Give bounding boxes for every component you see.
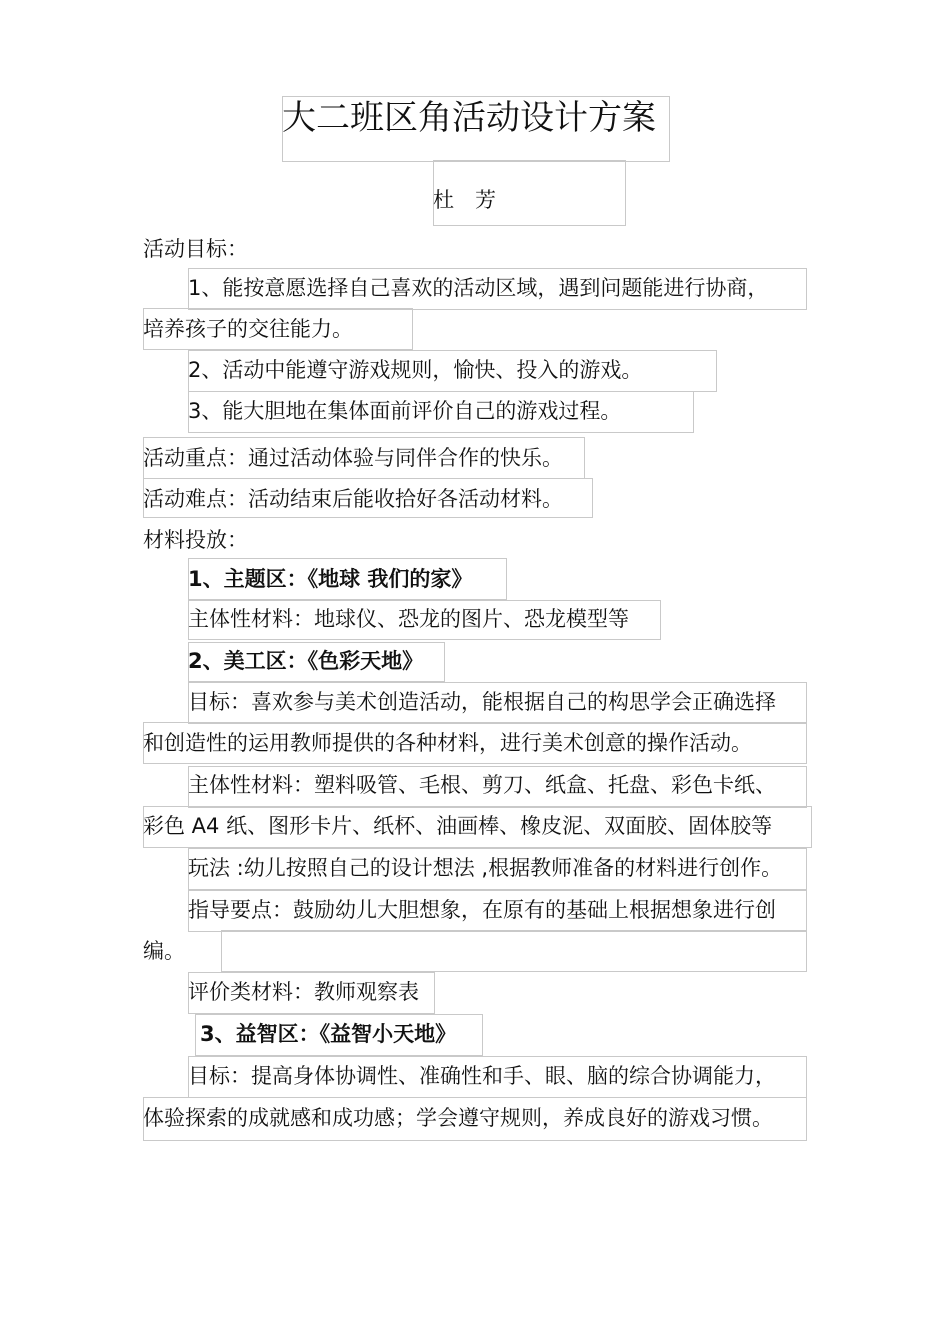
difficulty: 活动难点：活动结束后能收拾好各活动材料。 — [143, 487, 563, 511]
author-name: 杜 芳 — [433, 188, 496, 212]
goals-heading: 活动目标： — [143, 237, 248, 261]
key-point: 活动重点：通过活动体验与同伴合作的快乐。 — [143, 446, 563, 470]
goal-2: 2、活动中能遵守游戏规则，愉快、投入的游戏。 — [188, 358, 643, 382]
zone-3-goal-line-1: 目标：提高身体协调性、准确性和手、眼、脑的综合协调能力， — [188, 1064, 776, 1088]
goal-1-line-2: 培养孩子的交往能力。 — [143, 317, 353, 341]
zone-2-heading: 2、美工区：《色彩天地》 — [188, 649, 424, 673]
zone-2-goal-line-2: 和创造性的运用教师提供的各种材料，进行美术创意的操作活动。 — [143, 731, 752, 755]
zone-2-eval: 评价类材料：教师观察表 — [188, 980, 419, 1004]
zone-1-materials: 主体性材料：地球仪、恐龙的图片、恐龙模型等 — [188, 607, 629, 631]
materials-heading: 材料投放： — [143, 528, 248, 552]
zone-1-heading: 1、主题区：《地球 我们的家》 — [188, 567, 473, 591]
zone-2-play: 玩法 :幼儿按照自己的设计想法 ,根据教师准备的材料进行创作。 — [188, 856, 783, 880]
line-box — [221, 930, 807, 972]
zone-2-guide-line-1: 指导要点：鼓励幼儿大胆想象，在原有的基础上根据想象进行创 — [188, 898, 776, 922]
zone-3-heading: 3、益智区：《益智小天地》 — [200, 1022, 457, 1046]
page-title: 大二班区角活动设计方案 — [282, 98, 656, 138]
zone-2-guide-line-2: 编。 — [143, 939, 185, 963]
goal-3: 3、能大胆地在集体面前评价自己的游戏过程。 — [188, 399, 622, 423]
zone-2-materials-line-1: 主体性材料：塑料吸管、毛根、剪刀、纸盒、托盘、彩色卡纸、 — [188, 773, 776, 797]
zone-3-goal-line-2: 体验探索的成就感和成功感；学会遵守规则，养成良好的游戏习惯。 — [143, 1106, 773, 1130]
goal-1-line-1: 1、能按意愿选择自己喜欢的活动区域，遇到问题能进行协商， — [188, 276, 769, 300]
zone-2-materials-line-2: 彩色 A4 纸、图形卡片、纸杯、油画棒、橡皮泥、双面胶、固体胶等 — [143, 814, 773, 838]
zone-2-goal-line-1: 目标：喜欢参与美术创造活动，能根据自己的构思学会正确选择 — [188, 690, 776, 714]
